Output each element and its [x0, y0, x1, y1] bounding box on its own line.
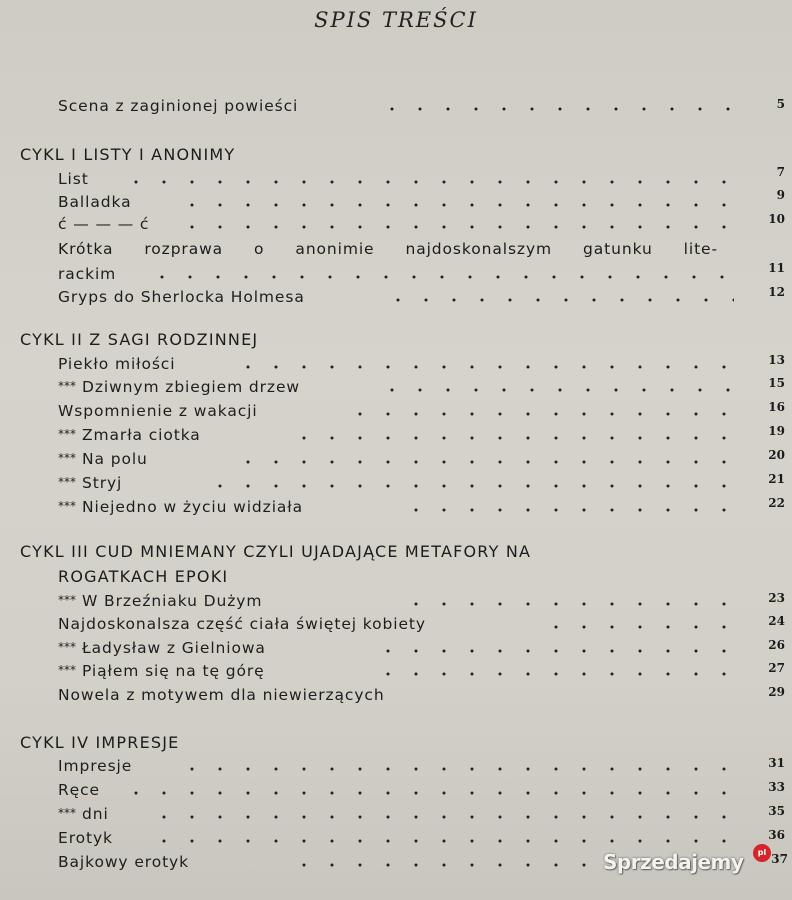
entry-title-continuation: rackim — [58, 265, 117, 283]
toc-entry — [58, 215, 734, 237]
entry-title: dni — [82, 805, 109, 823]
entry-title-wrap — [58, 805, 109, 823]
page-number: 22 — [768, 496, 785, 510]
leader-dots — [290, 436, 734, 440]
page-number: 27 — [768, 661, 785, 675]
entry-title: Gryps do Sherlocka Holmesa — [58, 288, 305, 306]
leader-dots — [122, 791, 734, 795]
entry-title: W Brzeźniaku Dużym — [82, 592, 263, 610]
page-number: 37 — [771, 852, 788, 866]
poem-marker: *** — [58, 427, 76, 441]
toc-entry — [58, 97, 734, 119]
page-number: 19 — [768, 424, 785, 438]
leader-dots — [378, 107, 734, 111]
entry-title: Balladka — [58, 193, 132, 211]
page-number: 13 — [768, 353, 785, 367]
leader-dots — [234, 460, 734, 464]
toc-entry — [58, 757, 734, 779]
page-number: 20 — [768, 448, 785, 462]
page-number: 7 — [776, 165, 785, 179]
toc-entry — [58, 686, 734, 708]
leader-dots — [178, 767, 734, 771]
leader-dots — [178, 225, 734, 229]
entry-title: Stryj — [82, 474, 123, 492]
toc-entry — [58, 355, 734, 377]
poem-marker: *** — [58, 451, 76, 465]
leader-dots — [290, 863, 598, 867]
leader-dots — [374, 649, 734, 653]
page-number: 31 — [768, 756, 785, 770]
entry-title: Wspomnienie z wakacji — [58, 402, 258, 420]
poem-marker: *** — [58, 593, 76, 607]
section-title-continuation: ROGATKACH EPOKI — [58, 567, 229, 586]
page-number: 36 — [768, 828, 785, 842]
entry-title-wrap — [58, 474, 122, 492]
page-number: 16 — [768, 400, 785, 414]
leader-dots — [150, 815, 734, 819]
page-number: 9 — [776, 188, 785, 202]
watermark-logo: Sprzedajemy — [603, 850, 744, 874]
page-number: 12 — [768, 285, 785, 299]
entry-title: Impresje — [58, 757, 133, 775]
poem-marker: *** — [58, 806, 76, 820]
page-number: 23 — [768, 591, 785, 605]
toc-entry — [58, 170, 734, 192]
toc-entry — [58, 378, 734, 400]
entry-title-wrap — [58, 639, 266, 657]
poem-marker: *** — [58, 663, 76, 677]
poem-marker: *** — [58, 640, 76, 654]
entry-title: Zmarła ciotka — [82, 426, 201, 444]
page-number: 11 — [768, 261, 785, 275]
page-number: 24 — [768, 614, 785, 628]
leader-dots — [402, 508, 734, 512]
leader-dots — [378, 388, 734, 392]
entry-title: Piekło miłości — [58, 355, 176, 373]
entry-title: Nowela z motywem dla niewierzących — [58, 686, 385, 704]
section-title: CYKL III CUD MNIEMANY CZYLI UJADAJĄCE METAFORY NA — [20, 542, 532, 561]
entry-title: Bajkowy erotyk — [58, 853, 189, 871]
toc-entry — [58, 402, 734, 424]
entry-title: Na polu — [82, 450, 148, 468]
entry-title: Scena z zaginionej powieści — [58, 97, 299, 115]
page-number: 35 — [768, 804, 785, 818]
leader-dots — [148, 275, 734, 279]
toc-entry — [58, 805, 734, 827]
entry-title-wrap — [58, 426, 201, 444]
toc-entry — [58, 853, 598, 875]
toc-entry — [58, 639, 734, 661]
toc-entry — [58, 592, 734, 614]
toc-entry — [58, 426, 734, 448]
entry-title: Erotyk — [58, 829, 113, 847]
page-number: 5 — [776, 97, 785, 111]
page-number: 29 — [768, 685, 785, 699]
entry-title: Dziwnym zbiegiem drzew — [82, 378, 300, 396]
leader-dots — [178, 203, 734, 207]
leader-dots — [346, 412, 734, 416]
poem-marker: *** — [58, 475, 76, 489]
page-number: 33 — [768, 780, 785, 794]
entry-title: Piąłem się na tę górę — [82, 662, 265, 680]
section-title: CYKL IV IMPRESJE — [20, 733, 180, 752]
page-title: SPIS TREŚCI — [314, 8, 478, 32]
leader-dots — [374, 672, 734, 676]
entry-title: Najdoskonalsza część ciała świętej kobiety — [58, 615, 426, 633]
toc-entry — [58, 193, 734, 215]
page-number: 26 — [768, 638, 785, 652]
toc-entry — [58, 288, 734, 310]
leader-dots — [150, 839, 734, 843]
toc-entry — [58, 662, 734, 684]
entry-title: Krótka rozprawa o anonimie najdoskonalszym gatunku lite- — [58, 240, 718, 258]
toc-entry — [58, 498, 734, 520]
watermark-badge: pl — [753, 844, 771, 862]
section-title: CYKL II Z SAGI RODZINNEJ — [20, 330, 259, 349]
entry-title: Ładysław z Gielniowa — [82, 639, 266, 657]
leader-dots — [402, 602, 734, 606]
toc-entry — [58, 450, 734, 472]
poem-marker: *** — [58, 379, 76, 393]
entry-title-wrap — [58, 592, 262, 610]
entry-title: Niejedno w życiu widziała — [82, 498, 304, 516]
toc-entry — [58, 474, 734, 496]
leader-dots — [206, 484, 734, 488]
leader-dots — [234, 365, 734, 369]
page-number: 21 — [768, 472, 785, 486]
entry-title-wrap — [58, 498, 303, 516]
toc-entry — [58, 781, 734, 803]
poem-marker: *** — [58, 499, 76, 513]
leader-dots — [542, 625, 734, 629]
leader-dots — [384, 298, 734, 302]
toc-entry — [58, 265, 734, 287]
entry-title-wrap — [58, 378, 300, 396]
page-number: 15 — [768, 376, 785, 390]
toc-entry — [58, 829, 734, 851]
entry-title: List — [58, 170, 89, 188]
entry-title: ć — — — ć — [58, 215, 150, 233]
page-number: 10 — [768, 212, 785, 226]
entry-title-wrap — [58, 450, 148, 468]
entry-title-wrap — [58, 662, 265, 680]
toc-entry — [58, 615, 734, 637]
leader-dots — [122, 180, 734, 184]
entry-title: Ręce — [58, 781, 100, 799]
section-title: CYKL I LISTY I ANONIMY — [20, 145, 236, 164]
